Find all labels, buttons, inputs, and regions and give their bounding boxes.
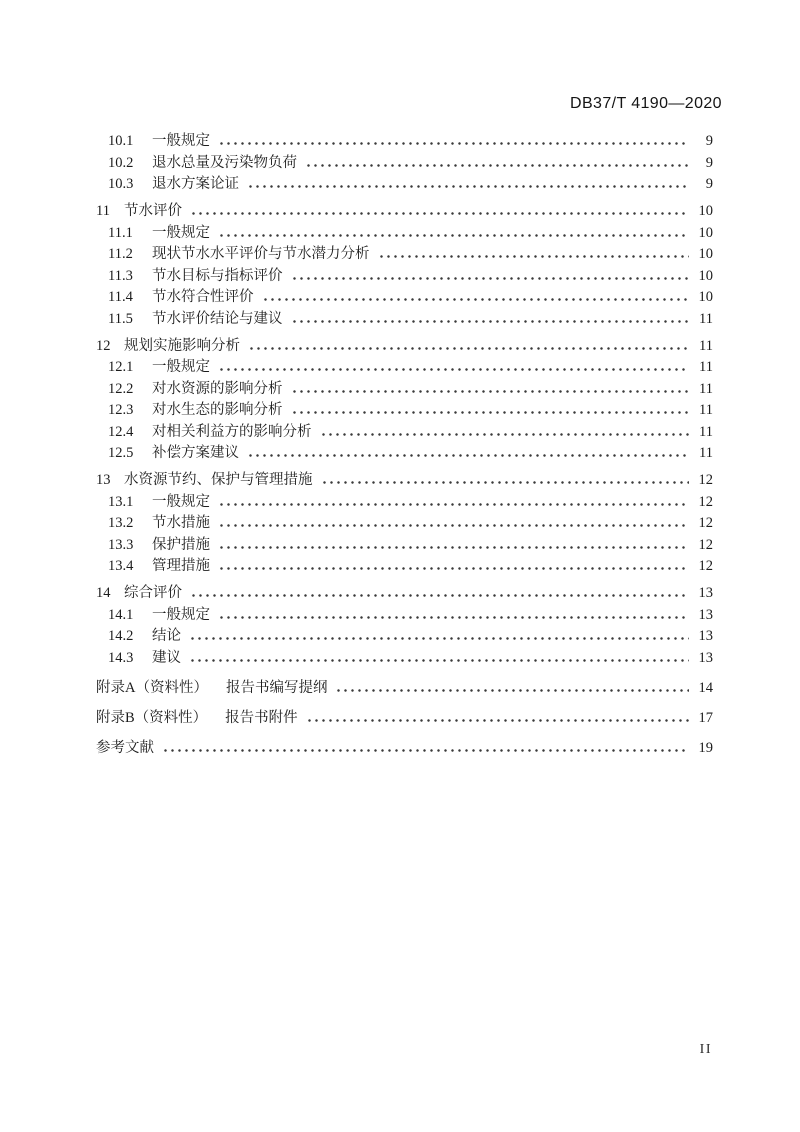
toc-entry-title: 参考文献 — [96, 739, 154, 756]
toc-entry-page: 9 — [705, 176, 713, 192]
toc-entry — [96, 131, 713, 153]
dot-leader — [188, 592, 689, 597]
toc-entry — [96, 223, 713, 245]
toc-entry — [96, 626, 713, 648]
toc-entry-page: 10 — [698, 246, 713, 262]
dot-leader — [216, 140, 689, 145]
dot-leader — [216, 544, 689, 549]
toc-entry-title: 节水措施 — [152, 515, 210, 531]
toc-entry-title: 补偿方案建议 — [152, 445, 239, 461]
dot-leader — [216, 522, 689, 527]
toc-entry-title: 节水评价 — [124, 203, 182, 219]
toc-entry-title: 报告书附件 — [225, 709, 298, 726]
dot-leader — [333, 687, 689, 692]
toc-entry-number: 14.3 — [108, 649, 134, 666]
toc-entry-page: 17 — [698, 709, 713, 726]
toc-entry — [96, 492, 713, 514]
toc-entry-page: 10 — [698, 267, 713, 284]
toc-entry-page: 12 — [698, 558, 713, 574]
toc-entry-page: 13 — [698, 585, 713, 601]
toc-entry — [96, 287, 713, 309]
toc-entry-number: 14.1 — [108, 606, 134, 623]
toc-entry-page: 10 — [698, 203, 713, 219]
dot-leader — [376, 253, 690, 258]
toc-entry-title: 一般规定 — [152, 224, 210, 241]
toc-entry-number: 13.4 — [108, 558, 134, 574]
toc-entry-number: 11.1 — [108, 224, 133, 241]
toc-entry-page: 19 — [698, 739, 713, 756]
toc-entry — [96, 336, 713, 358]
toc-entry-page: 13 — [698, 628, 713, 644]
toc-entry-page: 11 — [699, 445, 713, 461]
toc-entry-title: 节水目标与指标评价 — [152, 267, 283, 284]
toc-entry-number: 14.2 — [108, 628, 134, 644]
toc-entry-title: 综合评价 — [124, 585, 182, 601]
toc-entry-page: 11 — [699, 380, 713, 397]
dot-leader — [187, 657, 689, 662]
dot-leader — [216, 366, 689, 371]
toc-entry — [96, 266, 713, 288]
toc-entry-number: 12.1 — [108, 359, 134, 375]
toc-entry-title: 对水生态的影响分析 — [152, 402, 283, 418]
dot-leader — [303, 162, 689, 167]
dot-leader — [216, 565, 689, 570]
toc-entry-number: 11.5 — [108, 310, 133, 327]
toc-entry-number: 附录A（资料性） — [96, 679, 208, 696]
toc-entry-number: 12.2 — [108, 380, 134, 397]
toc-entry-title: 结论 — [152, 628, 181, 644]
toc-entry-number: 10.2 — [108, 154, 134, 171]
dot-leader — [187, 635, 689, 640]
toc-entry-number: 11.4 — [108, 289, 133, 305]
toc-entry-references — [96, 738, 713, 760]
toc-entry — [96, 605, 713, 627]
toc-entry — [96, 513, 713, 535]
toc-entry — [96, 556, 713, 578]
toc-entry — [96, 422, 713, 444]
toc-entry-title: 一般规定 — [152, 493, 210, 510]
toc-entry — [96, 244, 713, 266]
toc-entry-number: 13.1 — [108, 493, 134, 510]
page-number: II — [699, 1042, 712, 1057]
standard-code-header: DB37/T 4190—2020 — [570, 95, 722, 112]
dot-leader — [188, 210, 689, 215]
toc-entry-title: 保护措施 — [152, 536, 210, 553]
toc-entry-page: 12 — [698, 515, 713, 531]
toc-entry — [96, 443, 713, 465]
toc-entry-page: 14 — [698, 679, 713, 696]
toc-entry-number: 11 — [96, 203, 110, 219]
toc-entry — [96, 153, 713, 175]
dot-leader — [289, 388, 690, 393]
toc-entry-number: 14 — [96, 585, 111, 601]
toc-entry-page: 11 — [699, 402, 713, 418]
toc-entry-title: 退水方案论证 — [152, 176, 239, 192]
toc-entry — [96, 309, 713, 331]
dot-leader — [289, 318, 690, 323]
toc-entry — [96, 470, 713, 492]
toc-entry-title: 一般规定 — [152, 359, 210, 375]
toc-entry — [96, 535, 713, 557]
toc-entry-title: 报告书编写提纲 — [225, 679, 328, 696]
toc-entry — [96, 174, 713, 196]
dot-leader — [289, 275, 690, 280]
toc-entry-appendix-b — [96, 708, 713, 730]
dot-leader — [160, 747, 689, 752]
toc-entry-page: 11 — [699, 310, 713, 327]
toc-entry-title: 水资源节约、保护与管理措施 — [124, 472, 313, 488]
dot-leader — [304, 717, 689, 722]
toc-entry-page: 12 — [698, 493, 713, 510]
toc-entry-number: 13.2 — [108, 515, 134, 531]
toc-entry-title: 建议 — [152, 649, 181, 666]
dot-leader — [319, 479, 690, 484]
toc-entry-page: 12 — [698, 472, 713, 488]
toc-entry-title: 节水评价结论与建议 — [152, 310, 283, 327]
toc-entry-page: 10 — [698, 224, 713, 241]
dot-leader — [216, 232, 689, 237]
toc-entry-number: 12.3 — [108, 402, 134, 418]
dot-leader — [216, 501, 689, 506]
toc-entry — [96, 357, 713, 379]
dot-leader — [289, 409, 690, 414]
toc-entry-page: 13 — [698, 649, 713, 666]
toc-entry-number: 12.4 — [108, 423, 134, 440]
toc-entry-title: 对水资源的影响分析 — [152, 380, 283, 397]
toc-entry-title: 管理措施 — [152, 558, 210, 574]
toc-entry-title: 退水总量及污染物负荷 — [152, 154, 297, 171]
toc-entry-page: 9 — [705, 133, 713, 149]
toc-entry-number: 附录B（资料性） — [96, 709, 208, 726]
toc-entry-page: 9 — [705, 154, 713, 171]
toc-entry — [96, 379, 713, 401]
toc-entry-appendix-a — [96, 678, 713, 700]
toc-entry-number: 12 — [96, 337, 111, 354]
toc-entry — [96, 583, 713, 605]
toc-entry-number: 13.3 — [108, 536, 134, 553]
toc-entry-page: 10 — [698, 289, 713, 305]
dot-leader — [245, 452, 689, 457]
dot-leader — [246, 345, 689, 350]
toc-entry-title: 对相关利益方的影响分析 — [152, 423, 312, 440]
toc-entry-page: 13 — [698, 606, 713, 623]
toc-entry-title: 一般规定 — [152, 606, 210, 623]
toc-entry-number: 13 — [96, 472, 111, 488]
table-of-contents — [96, 131, 713, 759]
toc-entry-title: 节水符合性评价 — [152, 289, 254, 305]
dot-leader — [318, 431, 690, 436]
toc-entry — [96, 201, 713, 223]
toc-entry-number: 11.3 — [108, 267, 133, 284]
toc-entry-title: 规划实施影响分析 — [124, 337, 240, 354]
toc-entry-page: 11 — [699, 337, 713, 354]
toc-entry-number: 11.2 — [108, 246, 133, 262]
dot-leader — [216, 614, 689, 619]
toc-entry-page: 11 — [699, 359, 713, 375]
toc-entry — [96, 400, 713, 422]
toc-entry — [96, 648, 713, 670]
toc-entry-number: 10.1 — [108, 133, 134, 149]
toc-entry-number: 12.5 — [108, 445, 134, 461]
toc-entry-title: 一般规定 — [152, 133, 210, 149]
toc-entry-number: 10.3 — [108, 176, 134, 192]
dot-leader — [260, 296, 690, 301]
toc-entry-page: 12 — [698, 536, 713, 553]
dot-leader — [245, 183, 689, 188]
toc-entry-title: 现状节水水平评价与节水潜力分析 — [152, 246, 370, 262]
toc-entry-page: 11 — [699, 423, 713, 440]
